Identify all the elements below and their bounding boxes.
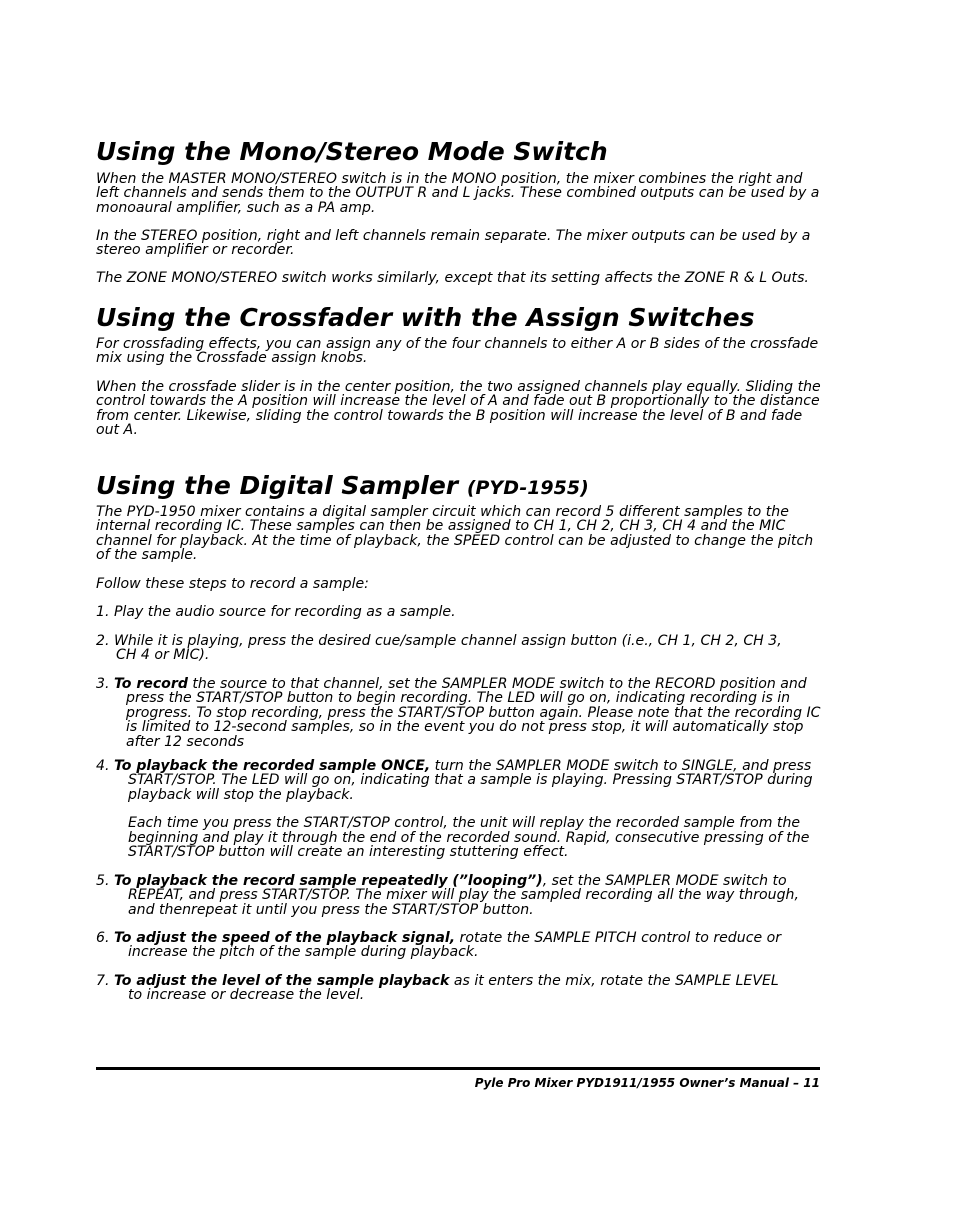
step-number: 6. (96, 930, 110, 946)
step-bold-lead: To playback the record sample repeatedly (”looping”) (113, 873, 543, 889)
step-text: REPEAT, and press START/STOP. The mixer will play the sampled recording all the way through, and thenrepeat it until you press the START/STOP button. (128, 887, 799, 918)
step-number: 5. (96, 873, 110, 889)
paragraph: In the STEREO position, right and left channels remain separate. The mixer outputs can be used by a stereo amplifier or recorder. (96, 228, 811, 259)
list-item (96, 874, 826, 917)
step-number: 4. (96, 758, 110, 774)
step-text: press the START/STOP button to begin recording. The LED will go on, indicating recording is in progress. To stop recording, press the START/STOP button again. Please note that the recording IC is limited to 12-second samples, so in the event you do not press stop, it will automatically stop after 12 seconds (126, 690, 821, 750)
step-text-line1: as it enters the mix, rotate the SAMPLE LEVEL (449, 973, 779, 989)
paragraph: When the crossfade slider is in the center position, the two assigned channels play equally. Sliding the control towards the A position will increase the level of A and fade out B proportionally to the distance from center. Likewise, sliding the control towards the B position will increase the level of B and fade out A. (96, 379, 821, 439)
paragraph: When the MASTER MONO/STEREO switch is in the MONO position, the mixer combines the right and left channels and sends them to the OUTPUT R and L jacks. These combined outputs can be used by a monoaural amplifier, such as a PA amp. (96, 171, 820, 216)
step-text: START/STOP. The LED will go on, indicating that a sample is playing. Pressing START/STOP during playback will stop the playback. (128, 772, 813, 803)
footer-divider (96, 1067, 820, 1070)
step-bold-lead: To record (113, 676, 188, 692)
list-item (96, 677, 826, 749)
paragraph: The ZONE MONO/STEREO switch works similarly, except that its setting affects the ZONE R & L Outs. (96, 270, 809, 286)
step-text: to increase or decrease the level. (128, 987, 365, 1004)
list-item (96, 634, 826, 663)
step-text-line1: rotate the SAMPLE PITCH control to reduce or (455, 930, 782, 946)
paragraph: The PYD-1950 mixer contains a digital sampler circuit which can record 5 different samples to the internal recording IC. These samples can then be assigned to CH 1, CH 2, CH 3, CH 4 and the MIC channel for playback. At the time of playback, the SPEED control can be adjusted to change the pitch of the sample. (96, 504, 814, 564)
section-heading-digital-sampler (96, 471, 589, 503)
step-number: 7. (96, 973, 110, 989)
step-bold-lead: To adjust the level of the sample playback (113, 973, 450, 989)
paragraph: Follow these steps to record a sample: (96, 576, 369, 592)
step-text-line1: turn the SAMPLER MODE switch to SINGLE, and press (430, 758, 812, 774)
step-bold-lead: To playback the recorded sample ONCE, (113, 758, 431, 774)
heading-text: Using the Digital Sampler (96, 471, 459, 500)
step-bold-lead: To adjust the speed of the playback signal, (113, 930, 456, 946)
list-item (96, 931, 826, 960)
step-extra-text: Each time you press the START/STOP control, the unit will replay the recorded sample from the beginning and play it through the end of the recorded sound. Rapid, consecutive pressing of the START/STOP button will create an interesting stuttering effect. (128, 815, 810, 861)
step-text-line1: While it is playing, press the desired cue/sample channel assign button (i.e., CH 1, CH 2, CH 3, (113, 633, 782, 649)
list-item (96, 759, 826, 859)
step-number: 2. (96, 633, 110, 649)
step-text-line1: , set the SAMPLER MODE switch to (542, 873, 787, 889)
step-number: 3. (96, 676, 110, 692)
section-heading-crossfader: Using the Crossfader with the Assign Switches (96, 303, 755, 332)
step-text-line1: the source to that channel, set the SAMPLER MODE switch to the RECORD position and (187, 676, 807, 692)
page-footer: Pyle Pro Mixer PYD1911/1955 Owner’s Manual – 11 (474, 1076, 820, 1090)
list-item (96, 605, 826, 619)
paragraph: For crossfading effects, you can assign any of the four channels to either A or B sides of the crossfade mix using the Crossfade assign knobs. (96, 336, 819, 367)
list-item (96, 974, 826, 1003)
step-text: CH 4 or MIC). (116, 647, 210, 664)
heading-model-suffix: (PYD-1955) (466, 477, 589, 499)
section-heading-mono-stereo: Using the Mono/Stereo Mode Switch (96, 137, 608, 166)
step-text: Play the audio source for recording as a sample. (113, 604, 456, 620)
step-text: increase the pitch of the sample during playback. (128, 944, 479, 961)
step-number: 1. (96, 604, 110, 620)
